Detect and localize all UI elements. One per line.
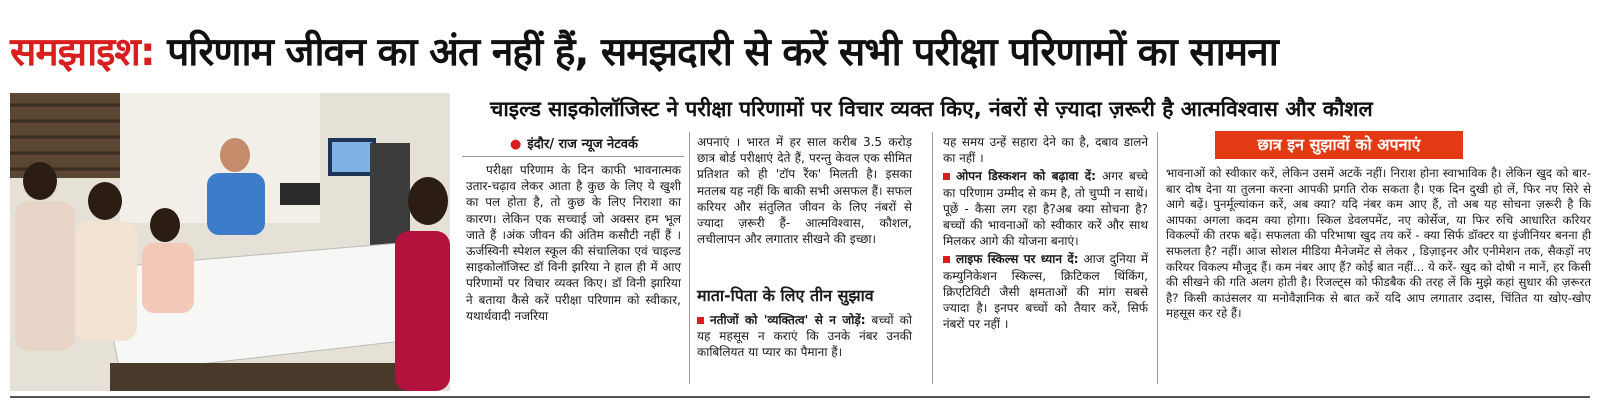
parents-tips-heading: माता-पिता के लिए तीन सुझाव	[697, 286, 874, 305]
column-divider	[689, 132, 690, 384]
students-tips-banner: छात्र इन सुझावों को अपनाएं	[1215, 131, 1463, 159]
bullet-square-icon	[697, 317, 704, 324]
byline-text: इंदौर/ राज न्यूज नेटवर्क	[527, 137, 638, 152]
tip-text: अगर बच्चे का परिणाम उम्मीद से कम है, तो चुप्पी न साधें। पूछें - कैसा लग रहा है?अब क्या सोचना है? बच्चों की भावनाओं को स्वीकार करें और साथ मिलकर आगे की योजना बनाएं।	[943, 169, 1148, 249]
column-divider	[932, 132, 933, 384]
tip-title: नतीजों को 'व्यक्तित्व' से न जोड़ें:	[710, 313, 866, 327]
paragraph: अपनाएं । भारत में हर साल करीब 3.5 करोड़ छात्र बोर्ड परीक्षाएं देते हैं, परन्तु केवल एक सीमित प्रतिशत को ही 'टॉप रैंक' मिलती है। इसका मतलब यह नहीं कि बाकी सभी असफल हैं। सफल करियर और संतुलित जीवन के लिए नंबरों से ज्यादा ज़रूरी हैं- आत्मविश्वास, कौशल, लचीलापन और लगातार सीखने की इच्छा।	[697, 135, 912, 247]
bullet-square-icon	[943, 256, 950, 263]
headline-kicker: समझाइश:	[10, 30, 155, 75]
byline	[510, 134, 638, 152]
bottom-rule	[10, 396, 1590, 398]
article-column-4	[1166, 166, 1591, 322]
tip-1	[697, 310, 912, 361]
column-divider	[462, 156, 684, 157]
bullet-dot-icon: ●	[510, 137, 522, 152]
article-column-2	[697, 134, 912, 247]
tip-text: बच्चों को यह महसूस न कराएं कि उनके नंबर उनकी काबिलियत या प्यार का पैमाना हैं।	[697, 313, 913, 360]
headline-main: परिणाम जीवन का अंत नहीं हैं, समझदारी से करें सभी परीक्षा परिणामों का सामना	[154, 30, 1278, 75]
article-column-3	[943, 134, 1148, 332]
bullet-square-icon	[943, 173, 950, 180]
article-column-1	[466, 162, 681, 324]
paragraph: परीक्षा परिणाम के दिन काफी भावनात्मक उतार-चढ़ाव लेकर आता है कुछ के लिए ये खुशी का पल होता है, तो कुछ के लिए निराशा का कारण। लेकिन एक सच्चाई जो अक्सर हम भूल जाते हैं ।अंक जीवन की अंतिम कसौटी नहीं हैं । ऊर्जस्विनी स्पेशल स्कूल की संचालिका एवं चाइल्ड साइकोलॉजिस्ट डॉ विनी झरिया ने हाल ही में आए परिणामों पर विचार व्यक्त किए। डॉ विनी झारिया ने बताया कैसे करें परीक्षा परिणाम को स्वीकार, यथार्थवादी नजरिया	[466, 163, 681, 323]
paragraph: यह समय उन्हें सहारा देने का है, दबाव डालने का नहीं ।	[943, 135, 1148, 166]
tip-text: आज दुनिया में कम्युनिकेशन स्किल्स, क्रिटिकल थिंकिंग, क्रिएटिविटी जैसी क्षमताओं की मांग सबसे ज्यादा है। इनपर बच्चों को तैयार करें, सिर्फ नंबरों पर नहीं ।	[943, 252, 1148, 332]
subheadline: चाइल्ड साइकोलॉजिस्ट ने परीक्षा परिणामों पर विचार व्यक्त किए, नंबरों से ज़्यादा ज़रूरी है आत्मविश्वास और कौशल	[490, 97, 1373, 121]
paragraph: भावनाओं को स्वीकार करें, लेकिन उसमें अटकें नहीं। निराश होना स्वाभाविक है। लेकिन खुद को बार-बार दोष देना या तुलना करना आपकी प्रगति रोक सकता है। एक दिन दुखी हो लें, फिर नए सिरे से आगे बढ़ें। पुनर्मूल्यांकन करें, अब क्या? यदि नंबर कम आए हैं, तो अब यह सोचना ज़रूरी है कि आपका अगला कदम क्या होगा। स्किल डेवलपमेंट, नए कोर्सेज, या फिर रुचि आधारित करियर विकल्पों की तरफ बढ़ें। सफलता की परिभाषा खुद तय करें - क्या सिर्फ डॉक्टर या इंजीनियर बनना ही सफलता है? नहीं। आज सोशल मीडिया मैनेजमेंट से लेकर , डिज़ाइनर और एनीमेशन तक, सैकड़ों नए करियर विकल्प मौजूद हैं। कम नंबर आए हैं? कोई बात नहीं... ये करें- खुद को दोषी न मानें, हर किसी की सीखने की गति अलग होती है। रिजल्ट्स को फीडबैक की तरह लें कि मुझे कहां सुधार की ज़रूरत है? किसी काउंसलर या मनोवैज्ञानिक से बात करें यदि आप लगातार उदास, चिंतित या खोए-खोए महसूस कर रहे हैं।	[1166, 166, 1591, 321]
tip-title: ओपन डिस्कशन को बढ़ावा दें:	[956, 169, 1096, 184]
article-photo	[10, 93, 450, 391]
column-divider	[1157, 132, 1158, 384]
classroom-photo-illustration	[10, 93, 450, 391]
tip-title: लाइफ स्किल्स पर ध्यान दें:	[956, 252, 1079, 267]
headline	[10, 22, 1590, 84]
